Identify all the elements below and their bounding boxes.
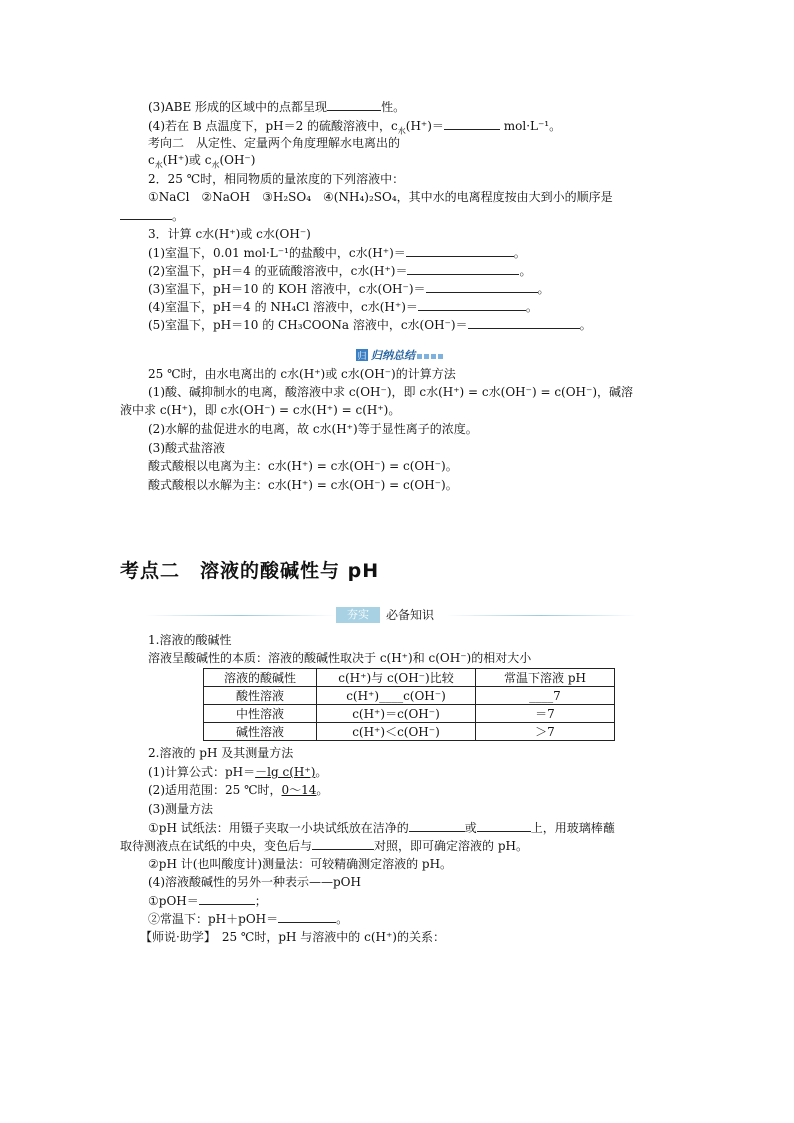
answer-blank[interactable]: [468, 316, 580, 329]
s2-heading-2: 2.溶液的 pH 及其测量方法: [148, 746, 294, 760]
answer-blank[interactable]: [278, 910, 336, 923]
summary-line-0: 25 ℃时，由水电离出的 c水(H⁺)或 c水(OH⁻)的计算方法: [148, 367, 456, 381]
knowledge-banner: [146, 606, 636, 624]
summary-icon: 归: [356, 349, 368, 361]
answer-blank[interactable]: [406, 244, 514, 257]
s2-method-a: ①pH 试纸法：用镊子夹取一小块试纸放在洁净的 或 上，用玻璃棒蘸: [148, 821, 615, 835]
s2-method: (3)测量方法: [148, 802, 213, 816]
table-cell: c(H⁺)____c(OH⁻): [317, 687, 476, 705]
answer-blank[interactable]: [444, 117, 500, 130]
calc-5: (5)室温下，pH＝10 的 CH₃COONa 溶液中，c水(OH⁻)＝ 。: [148, 318, 592, 332]
answer-blank[interactable]: [327, 98, 381, 111]
table-cell: ＝7: [476, 705, 615, 723]
question-3: (3)ABE 形成的区域中的点都呈现 性。: [148, 100, 406, 114]
summary-line-3: (3)酸式盐溶液: [148, 441, 225, 455]
s2-method-a-cont: 取待测液点在试纸的中央，变色后与 对照，即可确定溶液的 pH。: [120, 839, 528, 853]
summary-line-5: 酸式酸根以水解为主：c水(H⁺) = c水(OH⁻) = c(OH⁻)。: [148, 478, 458, 492]
knowledge-badge: 夯实: [336, 607, 380, 623]
problem-2: 2．25 ℃时，相同物质的量浓度的下列溶液中：: [148, 172, 405, 186]
acidity-table: [203, 668, 615, 741]
table-header: c(H⁺)与 c(OH⁻)比较: [317, 669, 476, 687]
s2-poh-a: ①pOH＝ ；: [148, 894, 267, 908]
kaoxiang-2-title: 考向二 从定性、定量两个角度理解水电离出的: [148, 136, 401, 150]
problem-2-items: ①NaCl ②NaOH ③H₂SO₄ ④(NH₄)₂SO₄，其中水的电离程度按由大到小的顺序是: [148, 190, 613, 204]
answer-blank[interactable]: [120, 207, 172, 220]
answer-blank[interactable]: [407, 262, 519, 275]
s2-desc-1: 溶液呈酸碱性的本质：溶液的酸碱性取决于 c(H⁺)和 c(OH⁻)的相对大小: [148, 651, 532, 665]
question-4: (4)若在 B 点温度下，pH＝2 的硫酸溶液中，$c_水(H^+)= mol\cdot L^{-1}$。: [148, 119, 562, 136]
summary-line-1: (1)酸、碱抑制水的电离，酸溶液中求 c(OH⁻)，即 c水(H⁺) = c水(OH⁻) = c(OH⁻)，碱溶: [148, 385, 634, 399]
summary-dots: [415, 348, 443, 362]
calc-2: (2)室温下，pH＝4 的亚硫酸溶液中，c水(H⁺)＝ 。: [148, 264, 532, 278]
table-header: 溶液的酸碱性: [204, 669, 317, 687]
summary-line-4: 酸式酸根以电离为主：c水(H⁺) = c水(OH⁻) = c(OH⁻)。: [148, 459, 458, 473]
problem-2-answer: 。: [120, 207, 184, 224]
table-header: 常温下溶液 pH: [476, 669, 615, 687]
answer-blank[interactable]: [418, 298, 526, 311]
answer-blank[interactable]: [409, 819, 465, 832]
answer-blank[interactable]: [312, 837, 374, 850]
table-cell: 碱性溶液: [204, 723, 317, 741]
table-header-row: [204, 669, 615, 687]
s2-method-b: ②pH 计(也叫酸度计)测量法：可较精确测定溶液的 pH。: [148, 857, 453, 871]
calc-4: (4)室温下，pH＝4 的 NH₄Cl 溶液中，c水(H⁺)＝ 。: [148, 300, 538, 314]
table-row: [204, 705, 615, 723]
table-row: [204, 723, 615, 741]
calc-1: (1)室温下，0.01 mol·L⁻¹的盐酸中，c水(H⁺)＝ 。: [148, 246, 526, 260]
s2-heading-1: 1.溶液的酸碱性: [148, 633, 232, 647]
problem-3: 3．计算 c水(H⁺)或 c水(OH⁻): [148, 227, 311, 241]
teacher-note: 【师说·助学】 25 ℃时，pH 与溶液中的 c(H⁺)的关系：: [140, 930, 445, 944]
table-cell: ＞7: [476, 723, 615, 741]
table-cell: ____7: [476, 687, 615, 705]
table-cell: 中性溶液: [204, 705, 317, 723]
table-cell: 酸性溶液: [204, 687, 317, 705]
calc-3: (3)室温下，pH＝10 的 KOH 溶液中，c水(OH⁻)＝ 。: [148, 282, 550, 296]
answer-blank[interactable]: [426, 280, 538, 293]
summary-title: 归纳总结: [371, 349, 415, 362]
answer-blank[interactable]: [477, 819, 531, 832]
s2-poh-b: ②常温下：pH＋pOH＝ 。: [148, 912, 349, 926]
table-cell: c(H⁺)＜c(OH⁻): [317, 723, 476, 741]
answer-blank[interactable]: [199, 892, 255, 905]
summary-banner: [356, 348, 443, 362]
table-cell: c(H⁺)＝c(OH⁻): [317, 705, 476, 723]
summary-line-2: (2)水解的盐促进水的电离，故 c水(H⁺)等于显性离子的浓度。: [148, 422, 478, 436]
table-row: [204, 687, 615, 705]
s2-poh: (4)溶液酸碱性的另外一种表示——pOH: [148, 875, 361, 889]
s2-range: (2)适用范围：25 ℃时，0～14。: [148, 783, 329, 797]
summary-line-1b: 液中求 c(H⁺)，即 c水(OH⁻) = c水(H⁺) = c(H⁺)。: [120, 403, 401, 417]
knowledge-label: 必备知识: [386, 608, 435, 622]
section-2-title: 考点二 溶液的酸碱性与 pH: [120, 560, 380, 582]
kaoxiang-2-title-cont: $c_水(H^+)$或 $c_水(OH^-)$: [148, 153, 256, 170]
s2-formula: (1)计算公式：pH＝－lg c(H⁺)。: [148, 765, 328, 779]
